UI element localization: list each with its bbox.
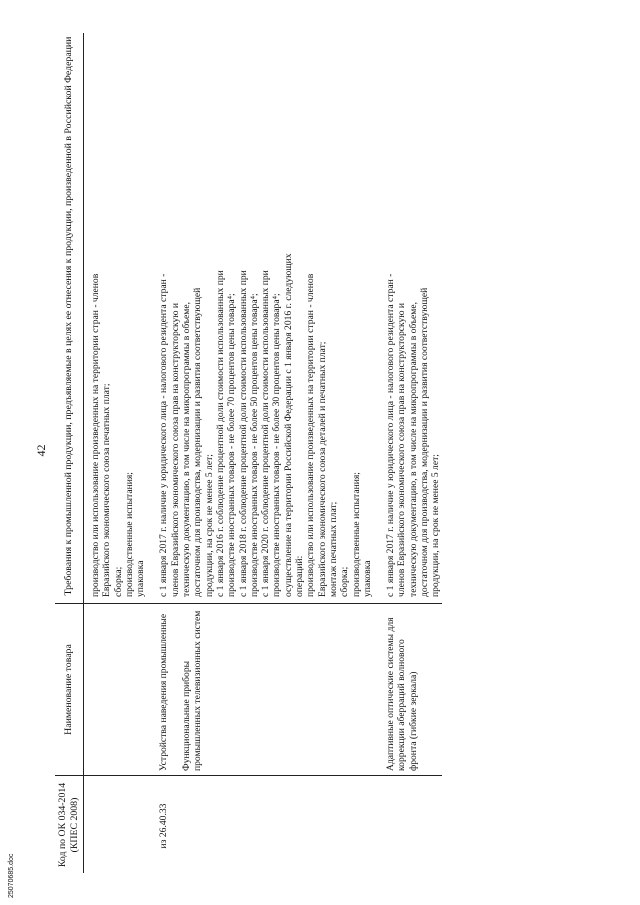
requirement-line: Евразийского экономического союза печатных плат; (101, 383, 113, 597)
requirement-line: с 1 января 2017 г. наличие у юридического лица - налогового резидента стран - (158, 273, 170, 597)
requirements-table (55, 33, 442, 873)
requirement-line: с 1 января 2018 г. соблюдение процентной доли стоимости использованных при (237, 270, 249, 597)
row-code (90, 776, 146, 874)
row-requirements (158, 33, 373, 604)
requirement-line: продукции, на срок не менее 5 лет; (430, 454, 442, 597)
requirement-line: производственные испытания; (123, 472, 135, 597)
row-requirements (90, 33, 146, 604)
table-row (385, 33, 441, 873)
row-code (385, 776, 441, 874)
requirement-line: Евразийского экономического союза деталей и печатных плат; (316, 341, 328, 597)
table-row (158, 33, 373, 873)
requirement-line: операций: (294, 555, 306, 597)
requirement-line: с 1 января 2020 г. соблюдение процентной доли стоимости использованных при (260, 270, 272, 597)
requirement-line: членов Евразийского экономического союза прав на конструкторскую и (169, 302, 181, 597)
product-name: Адаптивные оптические системы для коррекции аберраций волнового фронта (гибкие зеркала) (385, 617, 419, 771)
row-requirements (385, 33, 441, 604)
header-name: Наименование товара (55, 604, 84, 776)
requirement-line: сборка; (339, 566, 351, 597)
table-header (55, 33, 84, 873)
table-body (84, 33, 442, 873)
header-requirements: Требования к промышленной продукции, предъявляемые в целях ее отнесения к продукции, произведенной в Российской Федерации (55, 33, 84, 604)
row-code: из 26.40.33 (158, 776, 373, 874)
requirement-line: осуществление на территории Российской Федерации с 1 января 2016 г. следующих (282, 253, 294, 597)
requirement-line: сборка; (112, 566, 124, 597)
requirement-line: техническую документацию, в том числе на микропрограммы в объеме, (407, 301, 419, 597)
requirement-line: производстве иностранных товаров - не более 30 процентов цены товара⁴; (271, 293, 283, 597)
requirement-line: достаточном для производства, модернизации и развития соответствующей (419, 287, 431, 597)
row-name (90, 604, 146, 776)
requirement-line: производстве иностранных товаров - не более 50 процентов цены товара⁴; (248, 293, 260, 597)
row-name (158, 604, 373, 776)
requirement-line: упаковка (135, 560, 147, 597)
requirement-line: производственные испытания; (350, 472, 362, 597)
requirement-line: техническую документацию, в том числе на микропрограммы в объеме, (181, 301, 193, 597)
product-name: Функциональные приборы промышленных телевизионных систем (180, 610, 204, 771)
requirement-line: продукции, на срок не менее 5 лет; (203, 454, 215, 597)
requirement-line: упаковка (361, 560, 373, 597)
file-footer (6, 842, 66, 900)
rotated-document-page (30, 28, 555, 873)
requirement-line: членов Евразийского экономического союза прав на конструкторскую и (396, 302, 408, 597)
file-name: 25070685.doc (8, 853, 15, 898)
requirement-line: производство или использование произведенных на территории стран - членов (90, 273, 101, 597)
product-name: Устройства наведения промышленные (158, 613, 170, 771)
requirement-line: с 1 января 2017 г. наличие у юридического лица - налогового резидента стран - (385, 273, 397, 597)
requirement-line: производстве иностранных товаров - не более 70 процентов цены товара⁴; (226, 293, 238, 597)
page-number: 42 (34, 444, 48, 457)
header-code: Код по ОК 034-2014 (КПЕС 2008) (55, 776, 84, 874)
requirement-line: достаточном для производства, модернизации и развития соответствующей (192, 287, 204, 597)
requirement-line: производство или использование произведенных на территории стран - членов (305, 273, 317, 597)
table-row (90, 33, 146, 873)
requirement-line: с 1 января 2016 г. соблюдение процентной доли стоимости использованных при (214, 270, 226, 597)
requirement-line: монтаж печатных плат; (327, 501, 339, 597)
row-name (385, 604, 441, 776)
